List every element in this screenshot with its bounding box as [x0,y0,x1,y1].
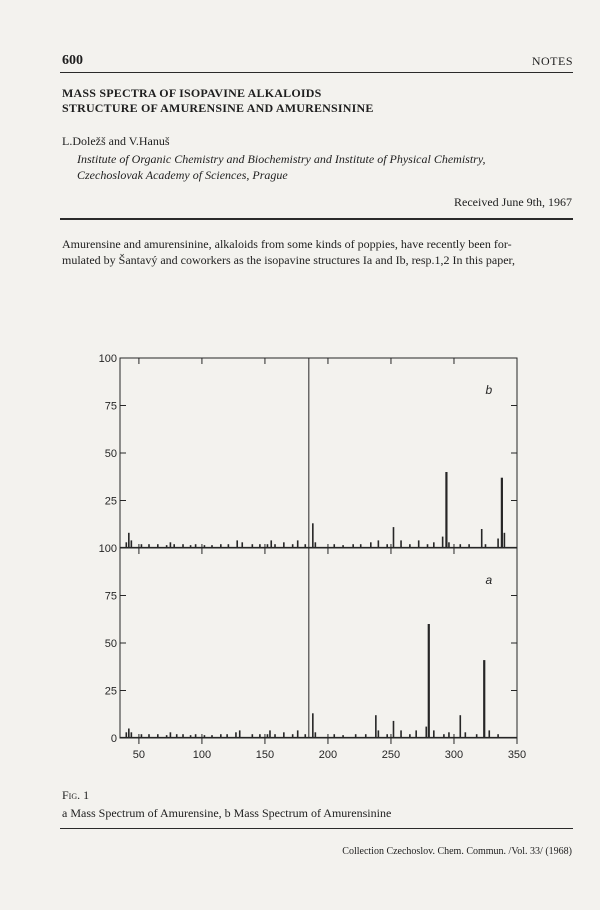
body-line-1: Amurensine and amurensinine, alkaloids from some kinds of poppies, have recently been for- [62,237,512,251]
panel-b-peak [445,472,447,548]
panel-a-x-tick-label: 50 [132,749,146,761]
panel-b-peak [312,523,314,548]
panel-a-x-tick-label: 100 [192,749,212,761]
panel-a-peak [459,715,461,738]
panel-b-y-tick-label: 100 [98,353,117,365]
panel-b-group [99,353,517,555]
panel-a-peak [433,730,435,738]
panel-a-peak [393,721,395,738]
panel-a-x-tick-label: 350 [507,749,527,761]
panel-b-peak [418,540,420,548]
panel-a-peak [415,730,417,738]
body-line-2: mulated by Šantavý and coworkers as the isopavine structures Ia and Ib, resp.1,2 In this paper, [62,253,516,267]
panel-a-peak [378,730,380,738]
panel-a-y-tick-label: 25 [104,685,117,698]
panel-b-peak [442,537,444,548]
panel-b-peak [393,527,395,548]
panel-a-x-tick-label: 300 [444,749,464,761]
panel-a-y-tick-label: 75 [104,590,117,603]
panel-a-peak [488,730,490,738]
figure-caption [62,786,391,822]
journal-citation: Collection Czechoslov. Chem. Commun. /Vol. 33/ (1968) [342,846,572,857]
panel-a-x-tick-label: 250 [381,749,401,761]
affiliation-line-2: Czechoslovak Academy of Sciences, Prague [77,168,288,182]
panel-a-peak [400,730,402,738]
panel-a-peak [425,727,427,738]
panel-a-peak [239,730,241,738]
panel-b-frame [120,358,517,548]
panel-b-peak [236,540,238,548]
panel-b-y-tick-label: 100 [98,543,117,555]
panel-b-y-tick-label: 75 [104,400,117,413]
panel-b-peak [270,540,272,548]
panel-b-peak [400,540,402,548]
panel-b-y-tick-label: 25 [104,495,117,508]
panel-b-peak [504,533,506,548]
page-number: 600 [62,53,83,68]
panel-b-peak [378,540,380,548]
panel-b-peak [297,540,299,548]
panel-b-peak [501,478,503,548]
panel-a-peak [297,730,299,738]
title-line-1: MASS SPECTRA OF ISOPAVINE ALKALOIDS [62,86,322,100]
figure-caption-text: a Mass Spectrum of Amurensine, b Mass Spectrum of Amurensinine [62,806,392,820]
panel-a-y-tick-label: 50 [104,638,117,650]
panel-a-group [105,548,526,761]
panel-a-y-tick-label: 0 [110,733,117,745]
received-date: Received June 9th, 1967 [454,195,572,209]
title-line-2: STRUCTURE OF AMURENSINE AND AMURENSININE [62,101,374,115]
panel-a-frame [120,548,517,738]
panel-a-label: a [485,573,493,587]
panel-b-label: b [485,383,493,397]
panel-a-peak [428,624,430,738]
panel-b-peak [131,540,133,548]
panel-b-y-tick-label: 50 [104,448,117,460]
panel-a-peak [269,730,271,738]
figure-label: Fig. 1 [62,788,90,802]
panel-b-peak [497,539,499,549]
section-heading: NOTES [531,54,573,68]
affiliation-line-1: Institute of Organic Chemistry and Biochemistry and Institute of Physical Chemistry, [77,152,486,166]
panel-a-peak [375,715,377,738]
panel-a-peak [483,660,485,738]
panel-a-x-tick-label: 150 [255,749,275,761]
footer-rule [60,828,573,829]
panel-b-peak [128,533,130,548]
authors: L.Doležš and V.Hanuš [62,134,170,148]
panel-a-peak [312,713,314,738]
panel-a-x-tick-label: 200 [318,749,338,761]
panel-b-peak [481,529,483,548]
panel-a-peak [128,729,130,739]
